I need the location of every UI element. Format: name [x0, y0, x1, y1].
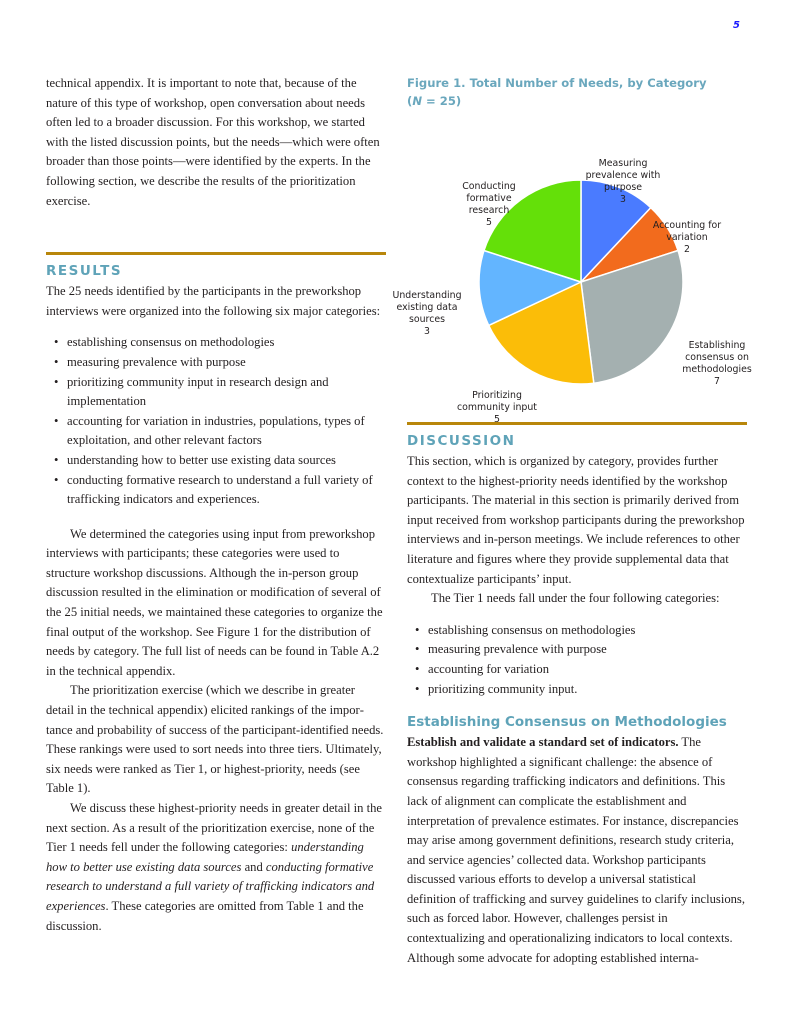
- list-item: • understanding how to better use existing data sources: [46, 451, 386, 471]
- list-item: • accounting for variation: [407, 660, 747, 680]
- list-item: • accounting for variation in industries, populations, types of exploitation, and other relevant factors: [46, 412, 386, 451]
- tier1-intro: The Tier 1 needs fall under the four following categories:: [431, 591, 720, 606]
- pie-label-understanding: Understanding existing data sources 3: [392, 290, 462, 337]
- italic-category: conducting formative research to understand a full variety of trafficking indicators and experiences: [46, 859, 375, 913]
- results-paragraph: The 25 needs identified by the participants in the preworkshop interviews were organized into the following six major categories:: [46, 284, 381, 318]
- subsection-heading: Establishing Consensus on Methodologies: [407, 714, 727, 731]
- list-item: • conducting formative research to understand a full variety of trafficking indicators and experiences.: [46, 471, 386, 510]
- pie-label-accounting: Accounting for variation 2: [652, 220, 722, 255]
- paragraph-prioritization: The prioritization exercise (which we describe in greater detail in the technical appendix) elicited rankings of the importance and probability of success of the participant-identified needs. These rankings were used to sort needs into three tiers. Ultimately, six needs were ranked as Tier 1, or highest-priority, needs (see Table 1).: [46, 683, 384, 796]
- pie-chart: [392, 110, 781, 425]
- tier1-categories-list: [407, 621, 747, 699]
- list-item: • establishing consensus on methodologies: [407, 621, 747, 641]
- intro-paragraph: technical appendix. It is important to note that, because of the nature of this type of workshop, open conversation about needs often led to a broader discussion. For this workshop, we started with the listed discussion points, but the needs—which were often broader than those points—were identified by the experts. In the following section, we describe the results of the prioritization exercise.: [46, 76, 380, 208]
- list-item: • measuring prevalence with purpose: [46, 353, 386, 373]
- discussion-heading: DISCUSSION: [407, 433, 516, 449]
- discussion-paragraph: This section, which is organized by category, provides further context to the highest-priority needs identified by the workshop participants. The material in this section is primarily derived from input received from workshop participants during the preworkshop interviews and in-person meetings. We include references to other literature and figures where they provide supplemental data that contextualize participants’ input.: [407, 454, 745, 586]
- italic-category: understanding how to better use existing data sources: [46, 840, 364, 874]
- figure-title: Figure 1. Total Number of Needs, by Category (N = 25): [407, 76, 707, 108]
- pie-label-establishing: Establishing consensus on methodologies 7: [682, 340, 752, 387]
- paragraph-tier1: We discuss these highest-priority needs in greater detail in the next section. As a result of the prioritization exercise, none of the Tier 1 needs fell under the following categories: understanding how to better use existing data sources and conducting formative research to understand a full variety of trafficking indicators and experiences. These categories are omitted from Table 1 and the discussion.: [46, 801, 382, 933]
- results-heading: RESULTS: [46, 263, 123, 280]
- categories-list: [46, 333, 386, 509]
- page-number: 5: [733, 20, 740, 31]
- pie-label-measuring: Measuring prevalence with purpose 3: [585, 158, 661, 205]
- paragraph-categories: We determined the categories using input from preworkshop interviews with participants; these categories were used to structure workshop discussions. Although the in-person group discussion resulted in the elimination or modification of several of the 25 initial needs, we maintained these categories to organize the final output of the workshop. See Figure 1 for the distribution of needs by category. The full list of needs can be found in Table A.2 in the technical appendix.: [46, 526, 383, 678]
- pie-label-prioritizing: Prioritizing community input 5: [457, 390, 537, 425]
- paragraph-lead: Establish and validate a standard set of indicators.: [407, 735, 679, 750]
- right-column: [392, 74, 752, 968]
- left-column: [46, 74, 386, 936]
- results-divider: [46, 252, 386, 255]
- list-item: • measuring prevalence with purpose: [407, 640, 747, 660]
- list-item: • prioritizing community input.: [407, 680, 747, 700]
- pie-label-conducting: Conducting formative research 5: [462, 181, 516, 228]
- list-item: • establishing consensus on methodologies: [46, 333, 386, 353]
- list-item: • prioritizing community input in research design and implementation: [46, 373, 386, 412]
- subsection-paragraph: Establish and validate a standard set of indicators. The workshop highlighted a significant challenge: the absence of consensus regarding trafficking indicators and definitions. This lack of alignment can complicate the establishment and interpretation of prevalence estimates. For instance, discrepancies may arise among government definitions, research study criteria, and service agencies’ collected data. Workshop participants discussed various efforts to develop a universal statistical definition of trafficking and survey guidelines to clarify inclusions, such as forced labor. However, challenges persist in contextualizing and operationalizing indicators to local contexts. Although some advocate for adopting established interna-: [407, 735, 745, 965]
